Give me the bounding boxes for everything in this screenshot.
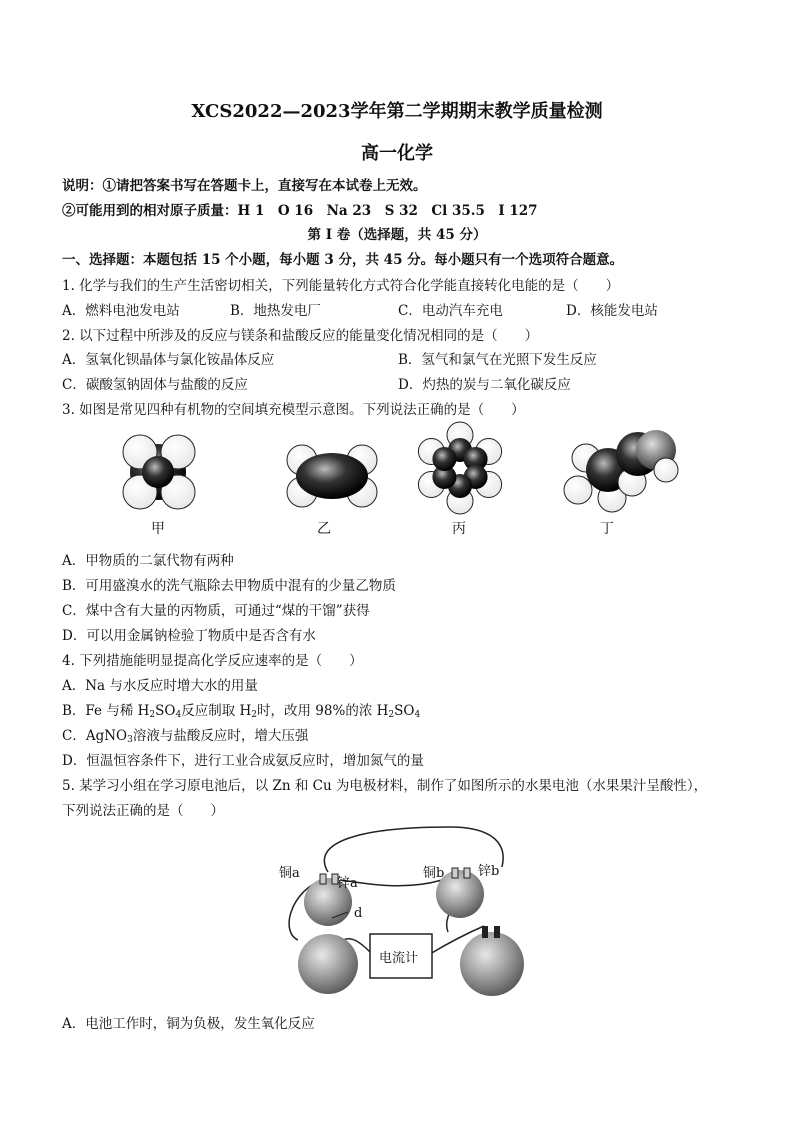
q3-option-d: D．可以用金属钠检验丁物质中是否含有水 [62, 628, 316, 644]
q1-option-a: A．燃料电池发电站 [62, 303, 180, 319]
q2-option-b: B．氢气和氯气在光照下发生反应 [398, 352, 597, 368]
q4-option-d: D．恒温恒容条件下，进行工业合成氨反应时，增加氮气的量 [62, 753, 424, 769]
q1-stem: 1. 化学与我们的生产生活密切相关，下列能量转化方式符合化学能直接转化电能的是（ ） [62, 278, 620, 294]
q4-b-sub: 2 [251, 710, 258, 720]
q3-option-a: A．甲物质的二氯代物有两种 [62, 553, 234, 569]
exam-title: XCS2022—2023学年第二学期期末教学质量检测 [191, 101, 603, 122]
molecule-label-bing: 丙 [452, 521, 466, 537]
note-line-1: 说明：①请把答案书写在答题卡上，直接写在本试卷上无效。 [62, 178, 427, 194]
methane-model [123, 435, 195, 509]
q4-b-sub: 2 [149, 710, 156, 720]
label-d: d [354, 906, 363, 921]
q4-b-sub: 2 [388, 710, 395, 720]
section-instructions: 一、选择题：本题包括 15 个小题，每小题 3 分，共 45 分。每小题只有一个选项符合题意。 [62, 252, 624, 268]
q5-stem-line-2: 下列说法正确的是（ ） [62, 803, 224, 819]
q4-b-text: 反应制取 H [181, 703, 252, 719]
q3-stem: 3. 如图是常见四种有机物的空间填充模型示意图。下列说法正确的是（ ） [62, 402, 525, 418]
q1-option-c: C．电动汽车充电 [398, 303, 503, 319]
current-meter-label: 电流计 [379, 951, 419, 966]
ethylene-model [287, 445, 377, 507]
q4-c-sub: 3 [127, 735, 133, 745]
label-zinc-b: 锌b [478, 864, 500, 879]
q3-option-b: B．可用盛溴水的洗气瓶除去甲物质中混有的少量乙物质 [62, 578, 396, 594]
q4-b-text: 时，改用 98%的浓 H [257, 703, 389, 719]
fruit-battery-figure [270, 822, 530, 1002]
molecule-label-yi: 乙 [317, 521, 331, 537]
q4-stem: 4. 下列措施能明显提高化学反应速率的是（ ） [62, 653, 363, 669]
q2-stem: 2. 以下过程中所涉及的反应与镁条和盐酸反应的能量变化情况相同的是（ ） [62, 328, 539, 344]
molecule-label-ding: 丁 [600, 521, 614, 537]
q5-stem-line-1: 5. 某学习小组在学习原电池后，以 Zn 和 Cu 为电极材料，制作了如图所示的水果电池（水果果汁呈酸性）， [62, 778, 708, 794]
q4-c-text: 溶液与盐酸反应时，增大压强 [132, 728, 309, 744]
q4-b-sub: 4 [175, 710, 182, 720]
q4-b-text: B．Fe 与稀 H [62, 703, 150, 719]
note-line-2: ②可能用到的相对原子质量：H 1 O 16 Na 23 S 32 Cl 35.5 I 127 [62, 203, 538, 219]
q4-c-text: C．AgNO [62, 728, 128, 744]
q2-option-c: C．碳酸氢钠固体与盐酸的反应 [62, 377, 248, 393]
q1-option-b: B．地热发电厂 [230, 303, 321, 319]
q1-option-d: D．核能发电站 [566, 303, 658, 319]
molecule-label-jia: 甲 [151, 521, 165, 537]
q4-option-a: A．Na 与水反应时增大水的用量 [62, 678, 258, 694]
label-copper-a: 铜a [279, 866, 300, 881]
q4-b-sub: 4 [414, 710, 421, 720]
section-heading: 第 I 卷（选择题，共 45 分） [307, 227, 487, 243]
benzene-model [418, 422, 501, 514]
q4-b-text: SO [155, 703, 176, 719]
q4-option-b [62, 699, 420, 720]
molecule-models-figure [120, 420, 680, 540]
label-zinc-a: 锌a [337, 876, 358, 891]
q4-option-c [62, 724, 308, 745]
q5-option-a: A．电池工作时，铜为负极，发生氧化反应 [62, 1016, 315, 1032]
subject-title: 高一化学 [361, 143, 433, 164]
q3-option-c: C．煤中含有大量的丙物质，可通过“煤的干馏”获得 [62, 603, 370, 619]
label-copper-b: 铜b [423, 866, 445, 881]
ethanol-model [564, 430, 678, 512]
q4-b-text: SO [394, 703, 415, 719]
q2-option-a: A．氢氧化钡晶体与氯化铵晶体反应 [62, 352, 275, 368]
q2-option-d: D．灼热的炭与二氧化碳反应 [398, 377, 571, 393]
